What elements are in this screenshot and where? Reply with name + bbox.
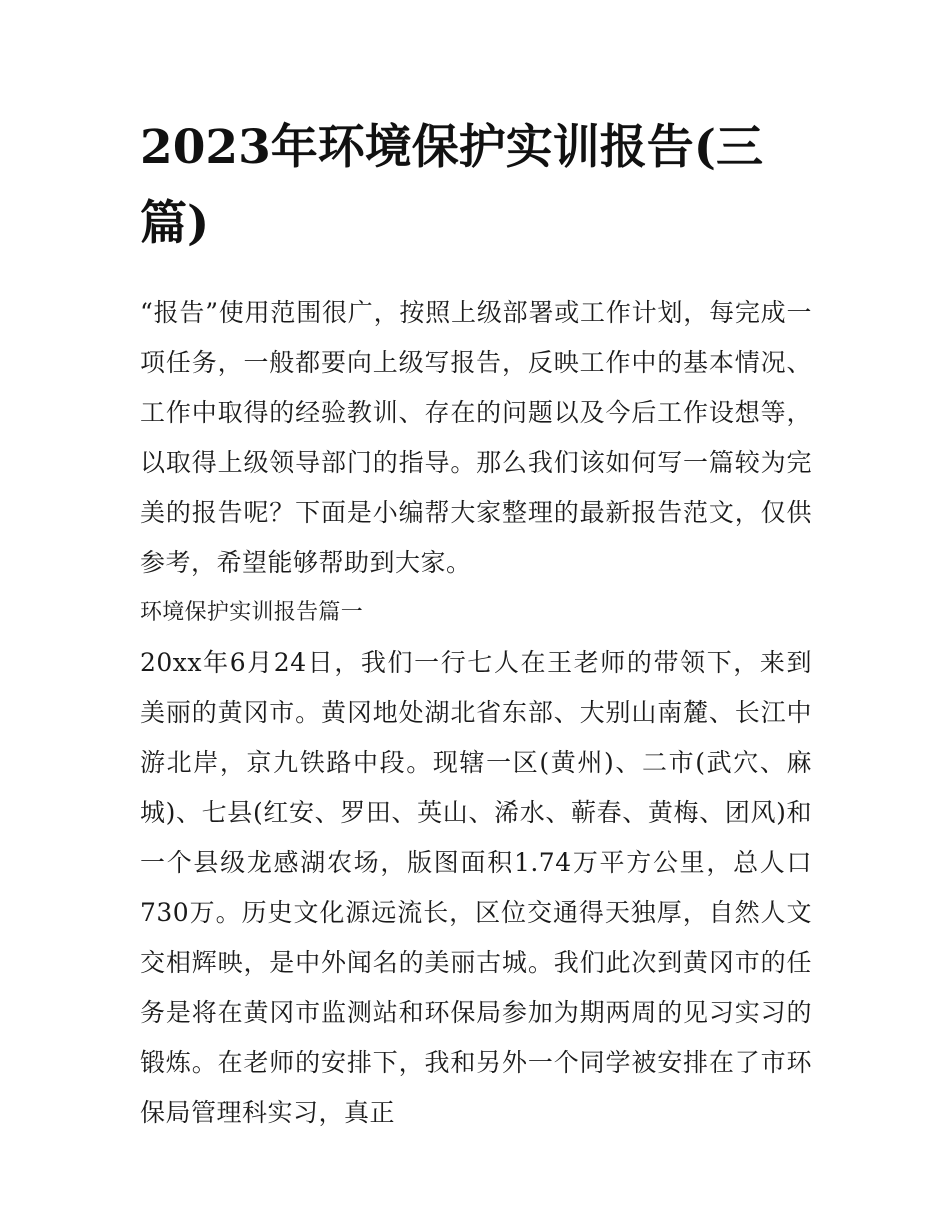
section-heading: 环境保护实训报告篇一 <box>140 600 364 625</box>
intro-paragraph: “报告”使用范围很广，按照上级部署或工作计划，每完成一项任务，一般都要向上级写报告，反映工作中的基本情况、工作中取得的经验教训、存在的问题以及今后工作设想等，以取得上级领导部门的指导。那么我们该如何写一篇较为完美的报告呢？下面是小编帮大家整理的最新报告范文，仅供参考，希望能够帮助到大家。 <box>140 298 812 577</box>
document-content <box>140 110 812 1138</box>
document-title: 2023年环境保护实训报告(三篇) <box>140 120 764 251</box>
body-paragraph: 20xx年6月24日，我们一行七人在王老师的带领下，来到美丽的黄冈市。黄冈地处湖北省东部、大别山南麓、长江中游北岸，京九铁路中段。现辖一区(黄州)、二市(武穴、麻城)、七县(红安、罗田、英山、浠水、蕲春、黄梅、团风)和一个县级龙感湖农场，版图面积1.74万平方公里，总人口730万。历史文化源远流长，区位交通得天独厚，自然人文交相辉映，是中外闻名的美丽古城。我们此次到黄冈市的任务是将在黄冈市监测站和环保局参加为期两周的见习实习的锻炼。在老师的安排下，我和另外一个同学被安排在了市环保局管理科实习，真正 <box>140 648 812 1127</box>
